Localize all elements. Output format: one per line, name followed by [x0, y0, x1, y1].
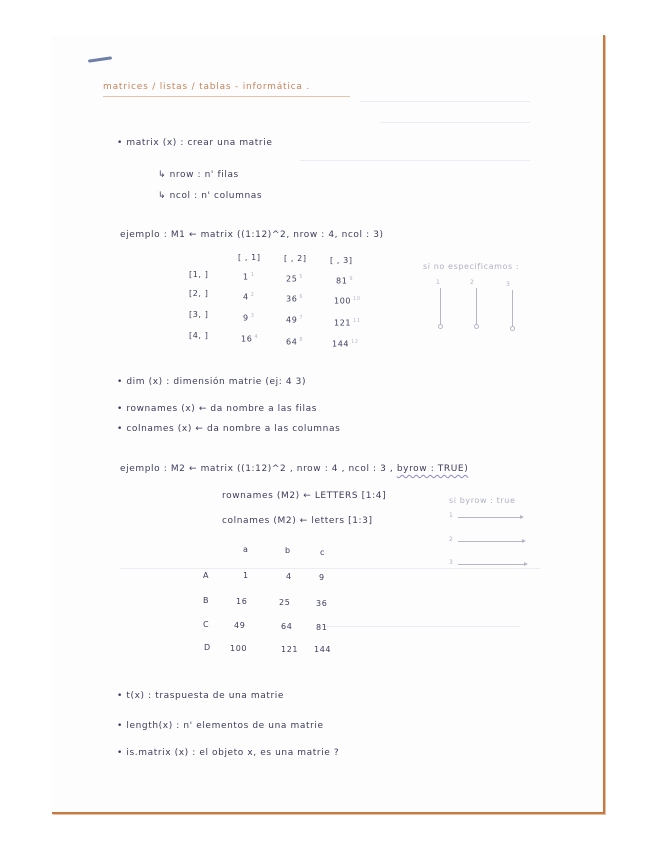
- column-arrow-end: [474, 324, 479, 329]
- example2-cell: 9: [319, 573, 325, 582]
- row-arrow: [458, 517, 520, 518]
- title-underline: [103, 96, 350, 97]
- side-row-label: 3: [449, 559, 454, 566]
- example2-cell: 49: [234, 621, 246, 630]
- cell-index: 9: [349, 276, 354, 282]
- note-nrow: ↳ nrow : n' filas: [158, 170, 239, 180]
- note-matrix: • matrix (x) : crear una matrie: [117, 138, 273, 148]
- row-arrow-head: [524, 562, 528, 566]
- example2-cell: 81: [316, 623, 328, 632]
- example2-cell: 16: [236, 597, 248, 606]
- note-rownames: • rownames (x) ← da nombre a las filas: [117, 404, 318, 414]
- example1-cell: [334, 296, 361, 306]
- cell-index: 5: [299, 274, 304, 280]
- row-arrow-head: [520, 515, 524, 519]
- example1-colheader: [ , 3]: [330, 256, 353, 265]
- side-col-label: 3: [506, 281, 511, 288]
- example1-cell: [243, 292, 254, 302]
- example2-cell: 64: [281, 622, 293, 631]
- cell-value: 64: [286, 337, 298, 347]
- cell-value: 49: [286, 315, 298, 325]
- bleed-through-line: [120, 568, 540, 569]
- column-arrow-end: [510, 326, 515, 331]
- bleed-through-line: [320, 626, 520, 627]
- cell-value: 4: [243, 292, 249, 302]
- cell-index: 12: [351, 339, 359, 345]
- cell-value: 36: [286, 294, 298, 304]
- example2-cell: 121: [281, 645, 299, 654]
- column-arrow: [476, 288, 477, 324]
- column-arrow: [512, 290, 513, 326]
- row-arrow: [458, 564, 524, 565]
- row-arrow: [458, 541, 522, 542]
- cell-index: 11: [353, 318, 361, 324]
- note-ncol: ↳ ncol : n' columnas: [158, 191, 263, 201]
- example1-cell: [334, 318, 361, 328]
- example1-rowlabel: [4, ]: [189, 331, 209, 340]
- note-transpose: • t(x) : traspuesta de una matrie: [117, 691, 285, 701]
- example2-colnames: colnames (M2) ← letters [1:3]: [222, 516, 373, 526]
- column-arrow-end: [438, 324, 443, 329]
- bleed-through-line: [360, 101, 530, 102]
- cell-index: 10: [353, 296, 361, 302]
- page-title: matrices / listas / tablas - informática .: [103, 82, 311, 92]
- note-is-matrix: • is.matrix (x) : el objeto x, es una matrie ?: [117, 748, 340, 758]
- example1-cell: [241, 334, 258, 344]
- example2-cell: 100: [230, 644, 248, 653]
- note-dim: • dim (x) : dimensión matrie (ej: 4 3): [117, 377, 307, 387]
- example2-code-text: ejemplo : M2 ← matrix ((1:12)^2 , nrow : 4 , ncol : 3 ,: [120, 464, 397, 474]
- cell-value: 144: [332, 339, 350, 349]
- cell-index: 2: [250, 292, 255, 298]
- example1-cell: [332, 339, 359, 349]
- cell-value: 81: [336, 276, 348, 286]
- example2-colheader: a: [243, 545, 249, 554]
- side-row-label: 1: [449, 512, 454, 519]
- example2-rowlabel: D: [204, 643, 211, 652]
- example2-rowlabel: C: [203, 620, 210, 629]
- note-colnames: • colnames (x) ← da nombre a las columnas: [117, 424, 341, 434]
- cell-value: 100: [334, 296, 352, 306]
- cell-index: 3: [250, 313, 255, 319]
- side-col-label: 1: [436, 279, 441, 286]
- example2-cell: 144: [314, 645, 332, 654]
- example2-code: [120, 464, 468, 474]
- cell-value: 1: [243, 272, 249, 282]
- example1-cell: [286, 294, 303, 304]
- example1-cell: [336, 276, 353, 286]
- row-arrow-head: [522, 539, 526, 543]
- cell-value: 16: [241, 334, 253, 344]
- example1-cell: [243, 272, 254, 282]
- bleed-through-line: [300, 160, 530, 161]
- side-note-1: si no especificamos :: [423, 262, 520, 271]
- cell-index: 4: [254, 334, 259, 340]
- example1-cell: [286, 315, 303, 325]
- column-arrow: [440, 288, 441, 324]
- side-col-label: 2: [470, 279, 475, 286]
- cell-index: 6: [299, 294, 304, 300]
- cell-index: 7: [299, 315, 304, 321]
- cell-value: 25: [286, 274, 298, 284]
- side-row-label: 2: [449, 536, 454, 543]
- example2-cell: 36: [316, 599, 328, 608]
- example2-colheader: c: [320, 548, 325, 557]
- note-length: • length(x) : n' elementos de una matrie: [117, 721, 324, 731]
- example2-rowlabel: A: [203, 571, 210, 580]
- example2-cell: 1: [243, 571, 249, 580]
- example1-cell: [286, 274, 303, 284]
- bleed-through-line: [380, 122, 530, 123]
- cell-index: 8: [299, 337, 304, 343]
- example2-colheader: b: [285, 546, 291, 555]
- example2-cell: 4: [286, 572, 292, 581]
- example1-cell: [243, 313, 254, 323]
- cell-value: 121: [334, 318, 352, 328]
- side-note-2: si byrow : true: [449, 496, 516, 505]
- example1-rowlabel: [3, ]: [189, 310, 209, 319]
- cell-index: 1: [250, 272, 255, 278]
- example2-cell: 25: [279, 598, 291, 607]
- example1-rowlabel: [1, ]: [189, 270, 209, 279]
- cell-value: 9: [243, 313, 249, 323]
- byrow-highlight: byrow : TRUE): [396, 464, 469, 474]
- example2-rownames: rownames (M2) ← LETTERS [1:4]: [222, 491, 387, 501]
- example1-colheader: [ , 1]: [238, 253, 261, 262]
- example1-colheader: [ , 2]: [284, 254, 307, 263]
- example1-code: ejemplo : M1 ← matrix ((1:12)^2, nrow : 4, ncol : 3): [120, 230, 384, 240]
- example1-cell: [286, 337, 303, 347]
- example1-rowlabel: [2, ]: [189, 289, 209, 298]
- example2-rowlabel: B: [203, 596, 210, 605]
